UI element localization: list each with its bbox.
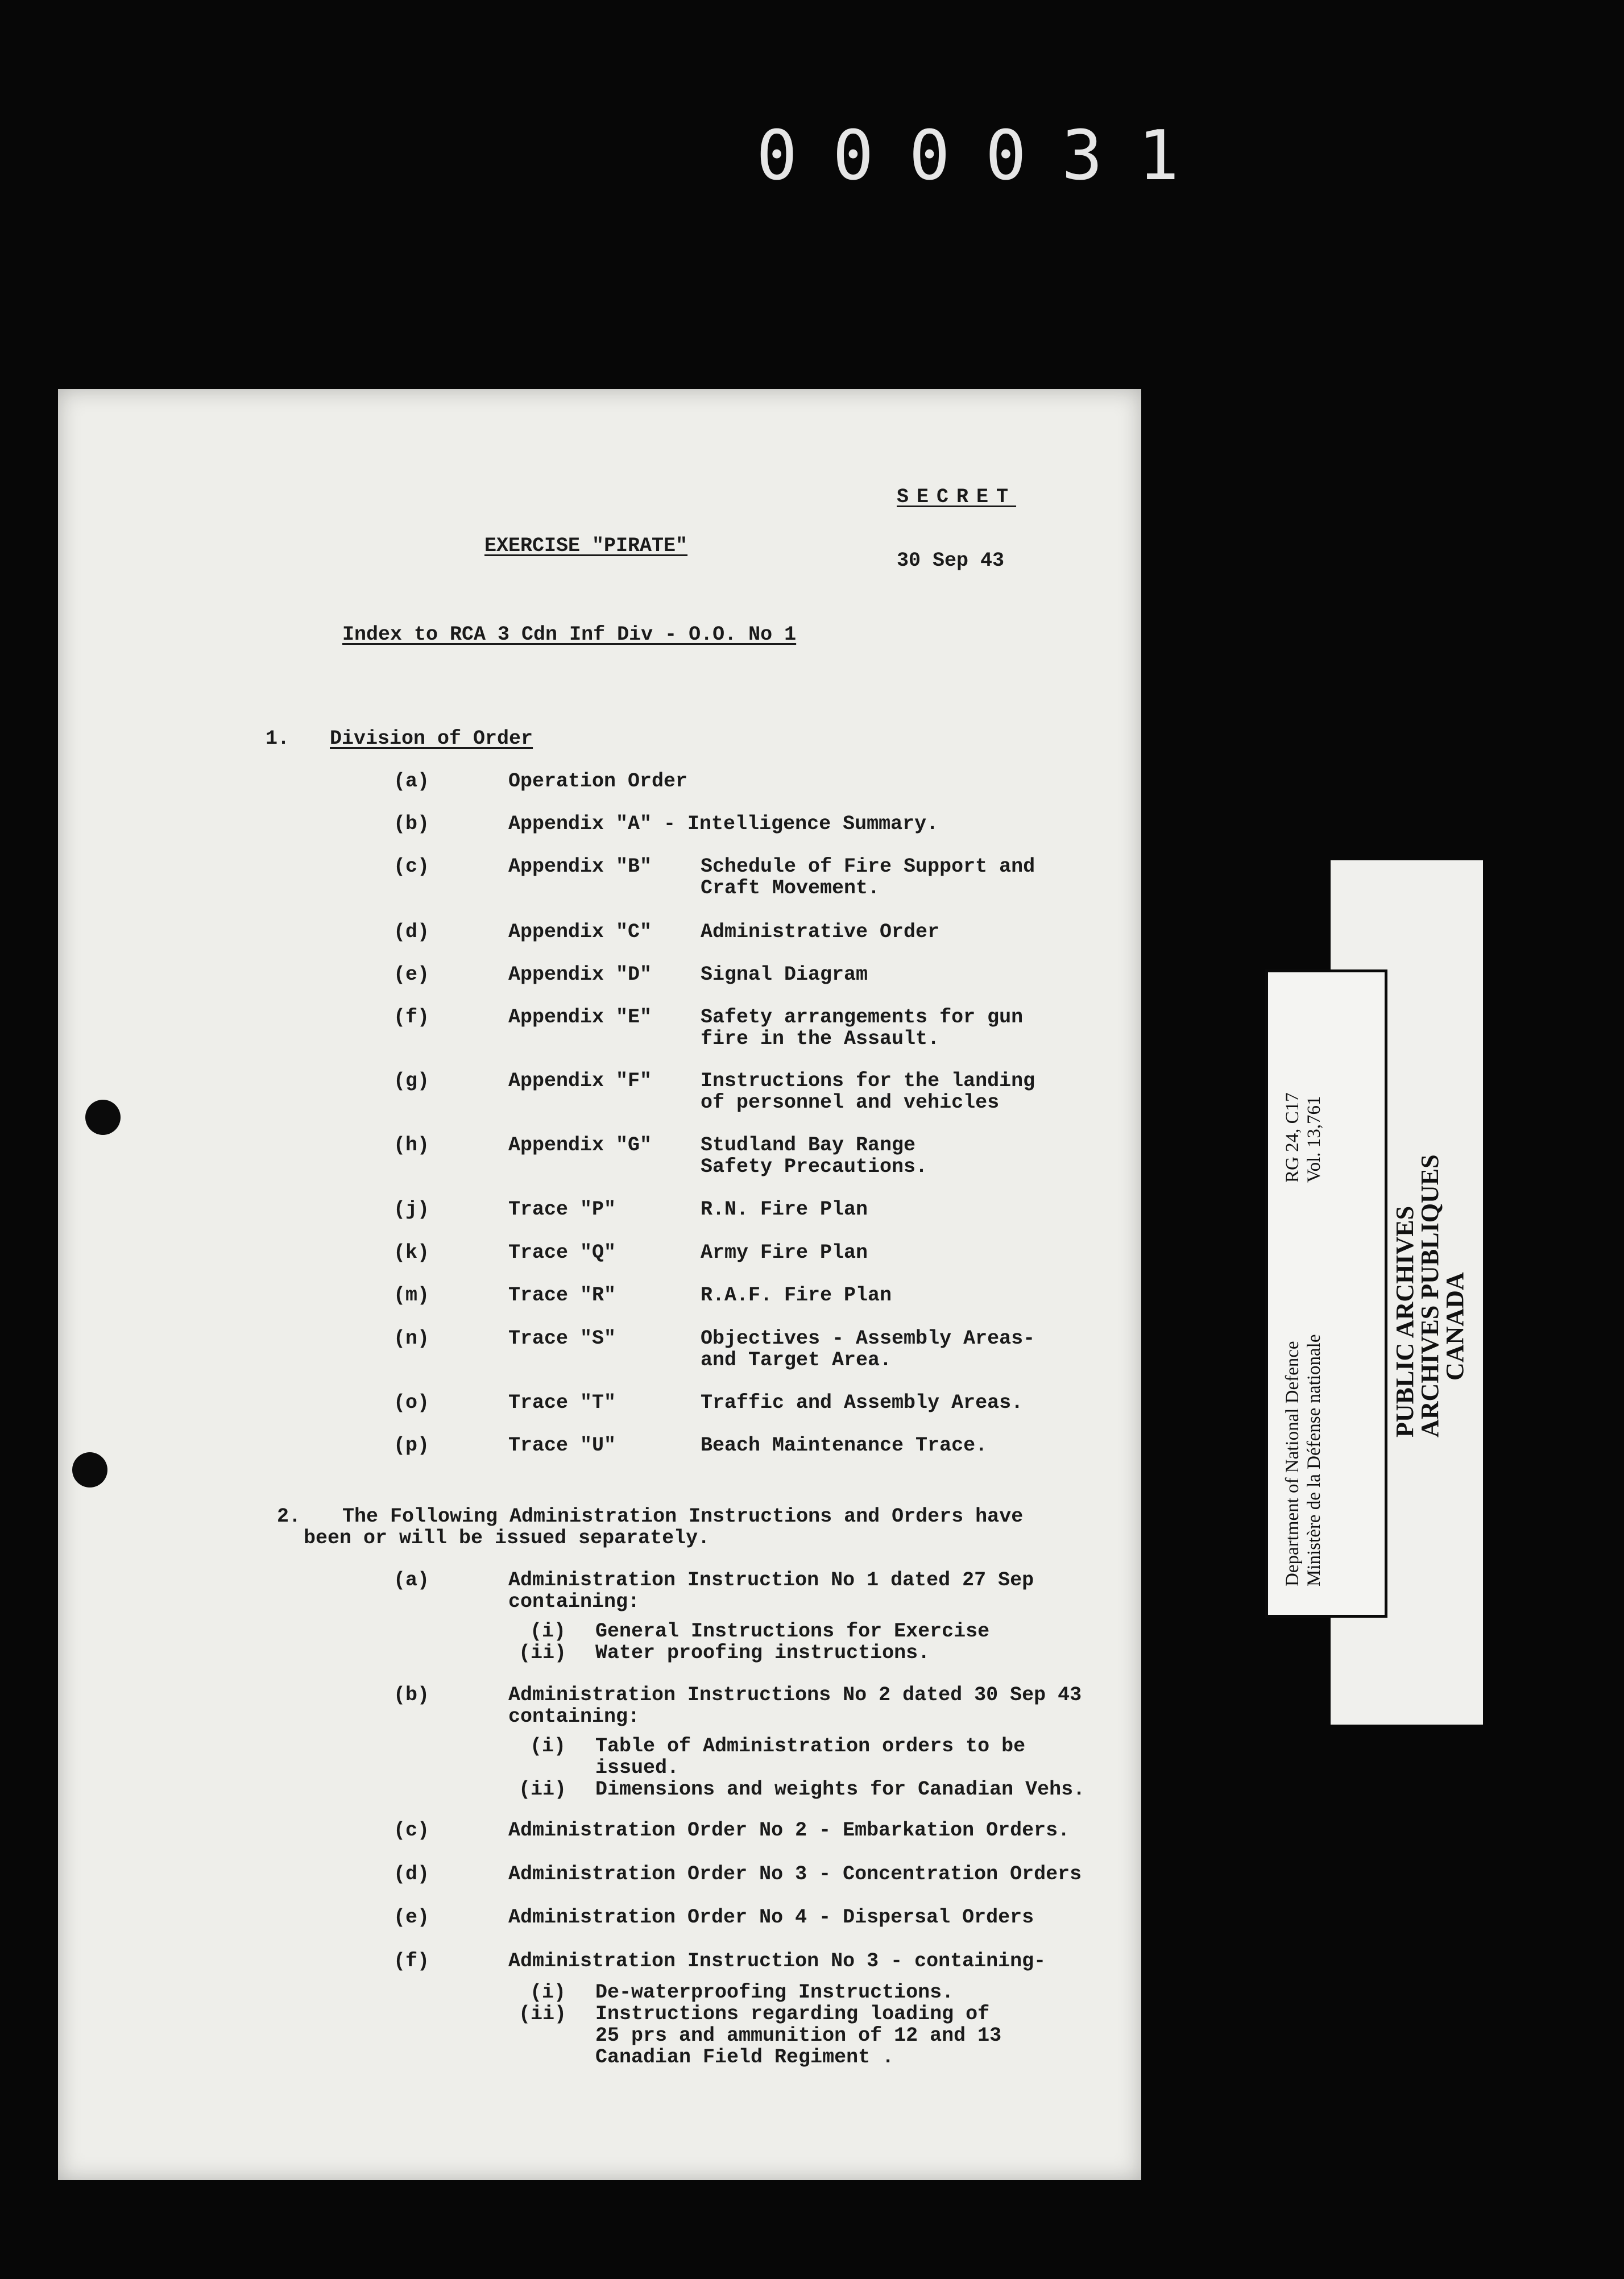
- section-2-intro-cont: been or will be issued separately.: [304, 1527, 710, 1549]
- punch-hole: [72, 1452, 107, 1487]
- archive-dept-fr: Ministère de la Défense nationale: [1304, 1334, 1324, 1586]
- document-title: EXERCISE "PIRATE": [484, 534, 688, 557]
- archive-name-en: PUBLIC ARCHIVES: [1391, 1205, 1419, 1437]
- section-1-number: 1.: [266, 727, 290, 750]
- archive-label: [1265, 969, 1387, 1618]
- archive-country: CANADA: [1441, 1272, 1469, 1381]
- archive-rg: RG 24, C17: [1282, 1092, 1303, 1183]
- section-2-intro: The Following Administration Instructions and Orders have: [342, 1505, 1024, 1528]
- frame-number: 000031: [756, 117, 1215, 196]
- punch-hole: [85, 1100, 121, 1135]
- archive-vol: Vol. 13,761: [1304, 1096, 1324, 1183]
- document-page: SECRET EXERCISE "PIRATE" 30 Sep 43 Index to RCA 3 Cdn Inf Div - O.O. No 1 1. Division of Order (a) Operation Order (b) Appendix "A" - Intelligence Summary. (c) Appendix "B" Schedule of Fire Support and Craft Movement. (d) Appendix "C" Administrative Order (e) Appendix "D" Signal Diagram (f) Appendix "E" Safety arrangements for gun fire in the Assault. (g) Appendix "F" Instructions for the landing of personnel and vehicles (h) Appendix "G" Studland Bay Range Safety Precautions. (j) Trace "P" R.N. Fire Plan (k) Trace "Q" Army Fire Plan (m) Trace "R" R.A.F. Fire Plan (n) Trace "S" Objectives - Assembly Areas- and Target Area. (o) Trace "T" Traffic and Assembly Areas. (p) Trace "U" Beach Maintenance Trace. 2. The Following Administration Instructions and Orders have been or will be issued separately. (a) Administration Instruction No 1 dated 27 Sep containing: (i) General Instructions for Exercise (ii) Water proofing instructions. (b) Administration Instructions No 2 dated 30 Sep 43 containing: (i) Table of Administration orders to be issued. (ii) Dimensions and weights for Canadian Vehs. (c) Administration Order No 2 - Embarkation Orders. (d) Administration Order No 3 - Concentration Orders (e) Administration Order No 4 - Dispersal Orders (f) Administration Instruction No 3 - containing- (i) De-waterproofing Instructions. (ii) Instructions regarding loading of 25 prs and ammunition of 12 and 13 Canadian Field Regiment .: [58, 389, 1141, 2180]
- document-date: 30 Sep 43: [897, 549, 1005, 572]
- document-subtitle: Index to RCA 3 Cdn Inf Div - O.O. No 1: [342, 623, 797, 646]
- section-2-number: 2.: [277, 1505, 301, 1528]
- section-1-heading: Division of Order: [330, 727, 533, 750]
- archive-name-fr: ARCHIVES PUBLIQUES: [1416, 1154, 1444, 1437]
- archive-dept-en: Department of National Defence: [1282, 1341, 1303, 1586]
- classification: SECRET: [897, 486, 1017, 508]
- archive-stamp: [1387, 967, 1478, 1535]
